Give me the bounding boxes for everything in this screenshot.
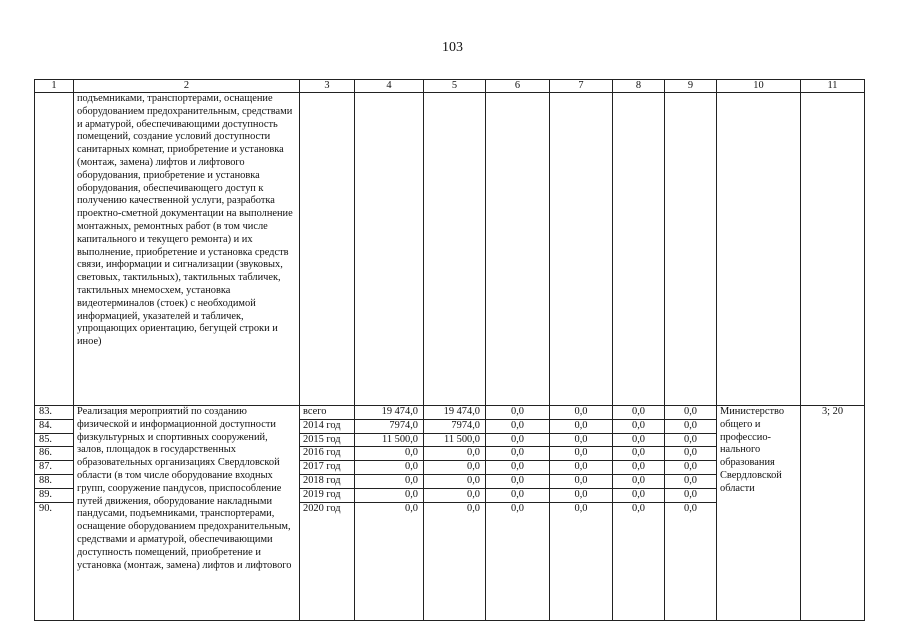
extrabudget-cell: 0,0	[613, 461, 665, 475]
row-number: 86.	[35, 447, 74, 461]
total-cell: 19 474,0	[355, 406, 424, 420]
other-cell: 0,0	[665, 474, 717, 488]
other-cell: 0,0	[665, 488, 717, 502]
other-cell: 0,0	[665, 447, 717, 461]
extrabudget-cell: 0,0	[613, 433, 665, 447]
regional-budget-cell: 0,0	[424, 502, 486, 620]
regional-budget-cell: 0,0	[424, 488, 486, 502]
continued-text: подъемниками, транспортерами, оснащение оборудованием предохранительным, средствами и арматурой, обеспечивающими доступность помещений, создание условий доступности санитарных комнат, приобретение и установка (монтаж, замена) лифтов и лифтового оборудования, приобретение и установка оборудования, обеспечивающего доступ к получению качественной услуги, разработка проектно-сметной документации на выполнение монтажных, ремонтных работ (в том числе капитального и текущего ремонта) и их выполнение, приобретение и установка средств связи, информации и сигнализации (звуковых, световых, тактильных), тактильных табличек, тактильных мнемосхем, установка видеотерминалов (стоек) с необходимой информацией, указателей и табличек, упрощающих ориентацию, бегущей строки и иное)	[74, 93, 300, 406]
period-cell: 2016 год	[300, 447, 355, 461]
extrabudget-cell: 0,0	[613, 474, 665, 488]
federal-budget-cell: 0,0	[486, 461, 550, 475]
regional-budget-cell: 0,0	[424, 461, 486, 475]
header-cell: 1	[35, 80, 74, 93]
period-cell: 2014 год	[300, 419, 355, 433]
header-row	[35, 80, 865, 93]
regional-budget-cell: 7974,0	[424, 419, 486, 433]
responsible-executor: Министерство общего и профессио-нального образования Свердловской области	[717, 406, 801, 621]
other-cell: 0,0	[665, 419, 717, 433]
header-cell: 6	[486, 80, 550, 93]
row-number: 90.	[35, 502, 74, 620]
header-cell: 2	[74, 80, 300, 93]
program-table	[34, 79, 865, 621]
header-cell: 9	[665, 80, 717, 93]
local-budget-cell: 0,0	[550, 461, 613, 475]
other-cell: 0,0	[665, 406, 717, 420]
continued-row	[35, 93, 865, 406]
row-number: 89.	[35, 488, 74, 502]
total-cell: 7974,0	[355, 419, 424, 433]
extrabudget-cell: 0,0	[613, 488, 665, 502]
local-budget-cell: 0,0	[550, 433, 613, 447]
total-cell: 0,0	[355, 447, 424, 461]
extrabudget-cell: 0,0	[613, 447, 665, 461]
total-cell: 0,0	[355, 488, 424, 502]
federal-budget-cell: 0,0	[486, 488, 550, 502]
local-budget-cell: 0,0	[550, 447, 613, 461]
row-number: 85.	[35, 433, 74, 447]
other-cell: 0,0	[665, 502, 717, 620]
period-cell: 2020 год	[300, 502, 355, 620]
other-cell: 0,0	[665, 433, 717, 447]
period-cell: 2017 год	[300, 461, 355, 475]
local-budget-cell: 0,0	[550, 488, 613, 502]
total-cell: 0,0	[355, 474, 424, 488]
local-budget-cell: 0,0	[550, 406, 613, 420]
header-cell: 3	[300, 80, 355, 93]
regional-budget-cell: 0,0	[424, 447, 486, 461]
federal-budget-cell: 0,0	[486, 447, 550, 461]
extrabudget-cell: 0,0	[613, 419, 665, 433]
page-number: 103	[442, 40, 463, 55]
row-number: 87.	[35, 461, 74, 475]
local-budget-cell: 0,0	[550, 502, 613, 620]
federal-budget-cell: 0,0	[486, 419, 550, 433]
header-cell: 7	[550, 80, 613, 93]
row-number: 84.	[35, 419, 74, 433]
total-cell: 11 500,0	[355, 433, 424, 447]
header-cell: 5	[424, 80, 486, 93]
federal-budget-cell: 0,0	[486, 502, 550, 620]
federal-budget-cell: 0,0	[486, 433, 550, 447]
measure-description: Реализация мероприятий по созданию физической и информационной доступности физкультурных и спортивных сооружений, залов, площадок в государственных образовательных организациях Свердловской области (в том числе оборудование входных групп, сооружение пандусов, приспособление путей движения, оборудование накладными пандусами, подъемниками, транспортерами, оснащение оборудованием предохранительным, средствами и арматурой, обеспечивающими доступность помещений, приобретение и установка (монтаж, замена) лифтов и лифтового	[74, 406, 300, 621]
federal-budget-cell: 0,0	[486, 474, 550, 488]
target-indicators: 3; 20	[801, 406, 865, 621]
row-number: 88.	[35, 474, 74, 488]
header-cell: 11	[801, 80, 865, 93]
total-cell: 0,0	[355, 461, 424, 475]
regional-budget-cell: 11 500,0	[424, 433, 486, 447]
regional-budget-cell: 0,0	[424, 474, 486, 488]
table-row	[35, 406, 865, 420]
extrabudget-cell: 0,0	[613, 502, 665, 620]
local-budget-cell: 0,0	[550, 419, 613, 433]
regional-budget-cell: 19 474,0	[424, 406, 486, 420]
local-budget-cell: 0,0	[550, 474, 613, 488]
period-cell: 2018 год	[300, 474, 355, 488]
extrabudget-cell: 0,0	[613, 406, 665, 420]
period-cell: всего	[300, 406, 355, 420]
period-cell: 2015 год	[300, 433, 355, 447]
federal-budget-cell: 0,0	[486, 406, 550, 420]
period-cell: 2019 год	[300, 488, 355, 502]
header-cell: 8	[613, 80, 665, 93]
other-cell: 0,0	[665, 461, 717, 475]
row-number: 83.	[35, 406, 74, 420]
total-cell: 0,0	[355, 502, 424, 620]
header-cell: 4	[355, 80, 424, 93]
header-cell: 10	[717, 80, 801, 93]
